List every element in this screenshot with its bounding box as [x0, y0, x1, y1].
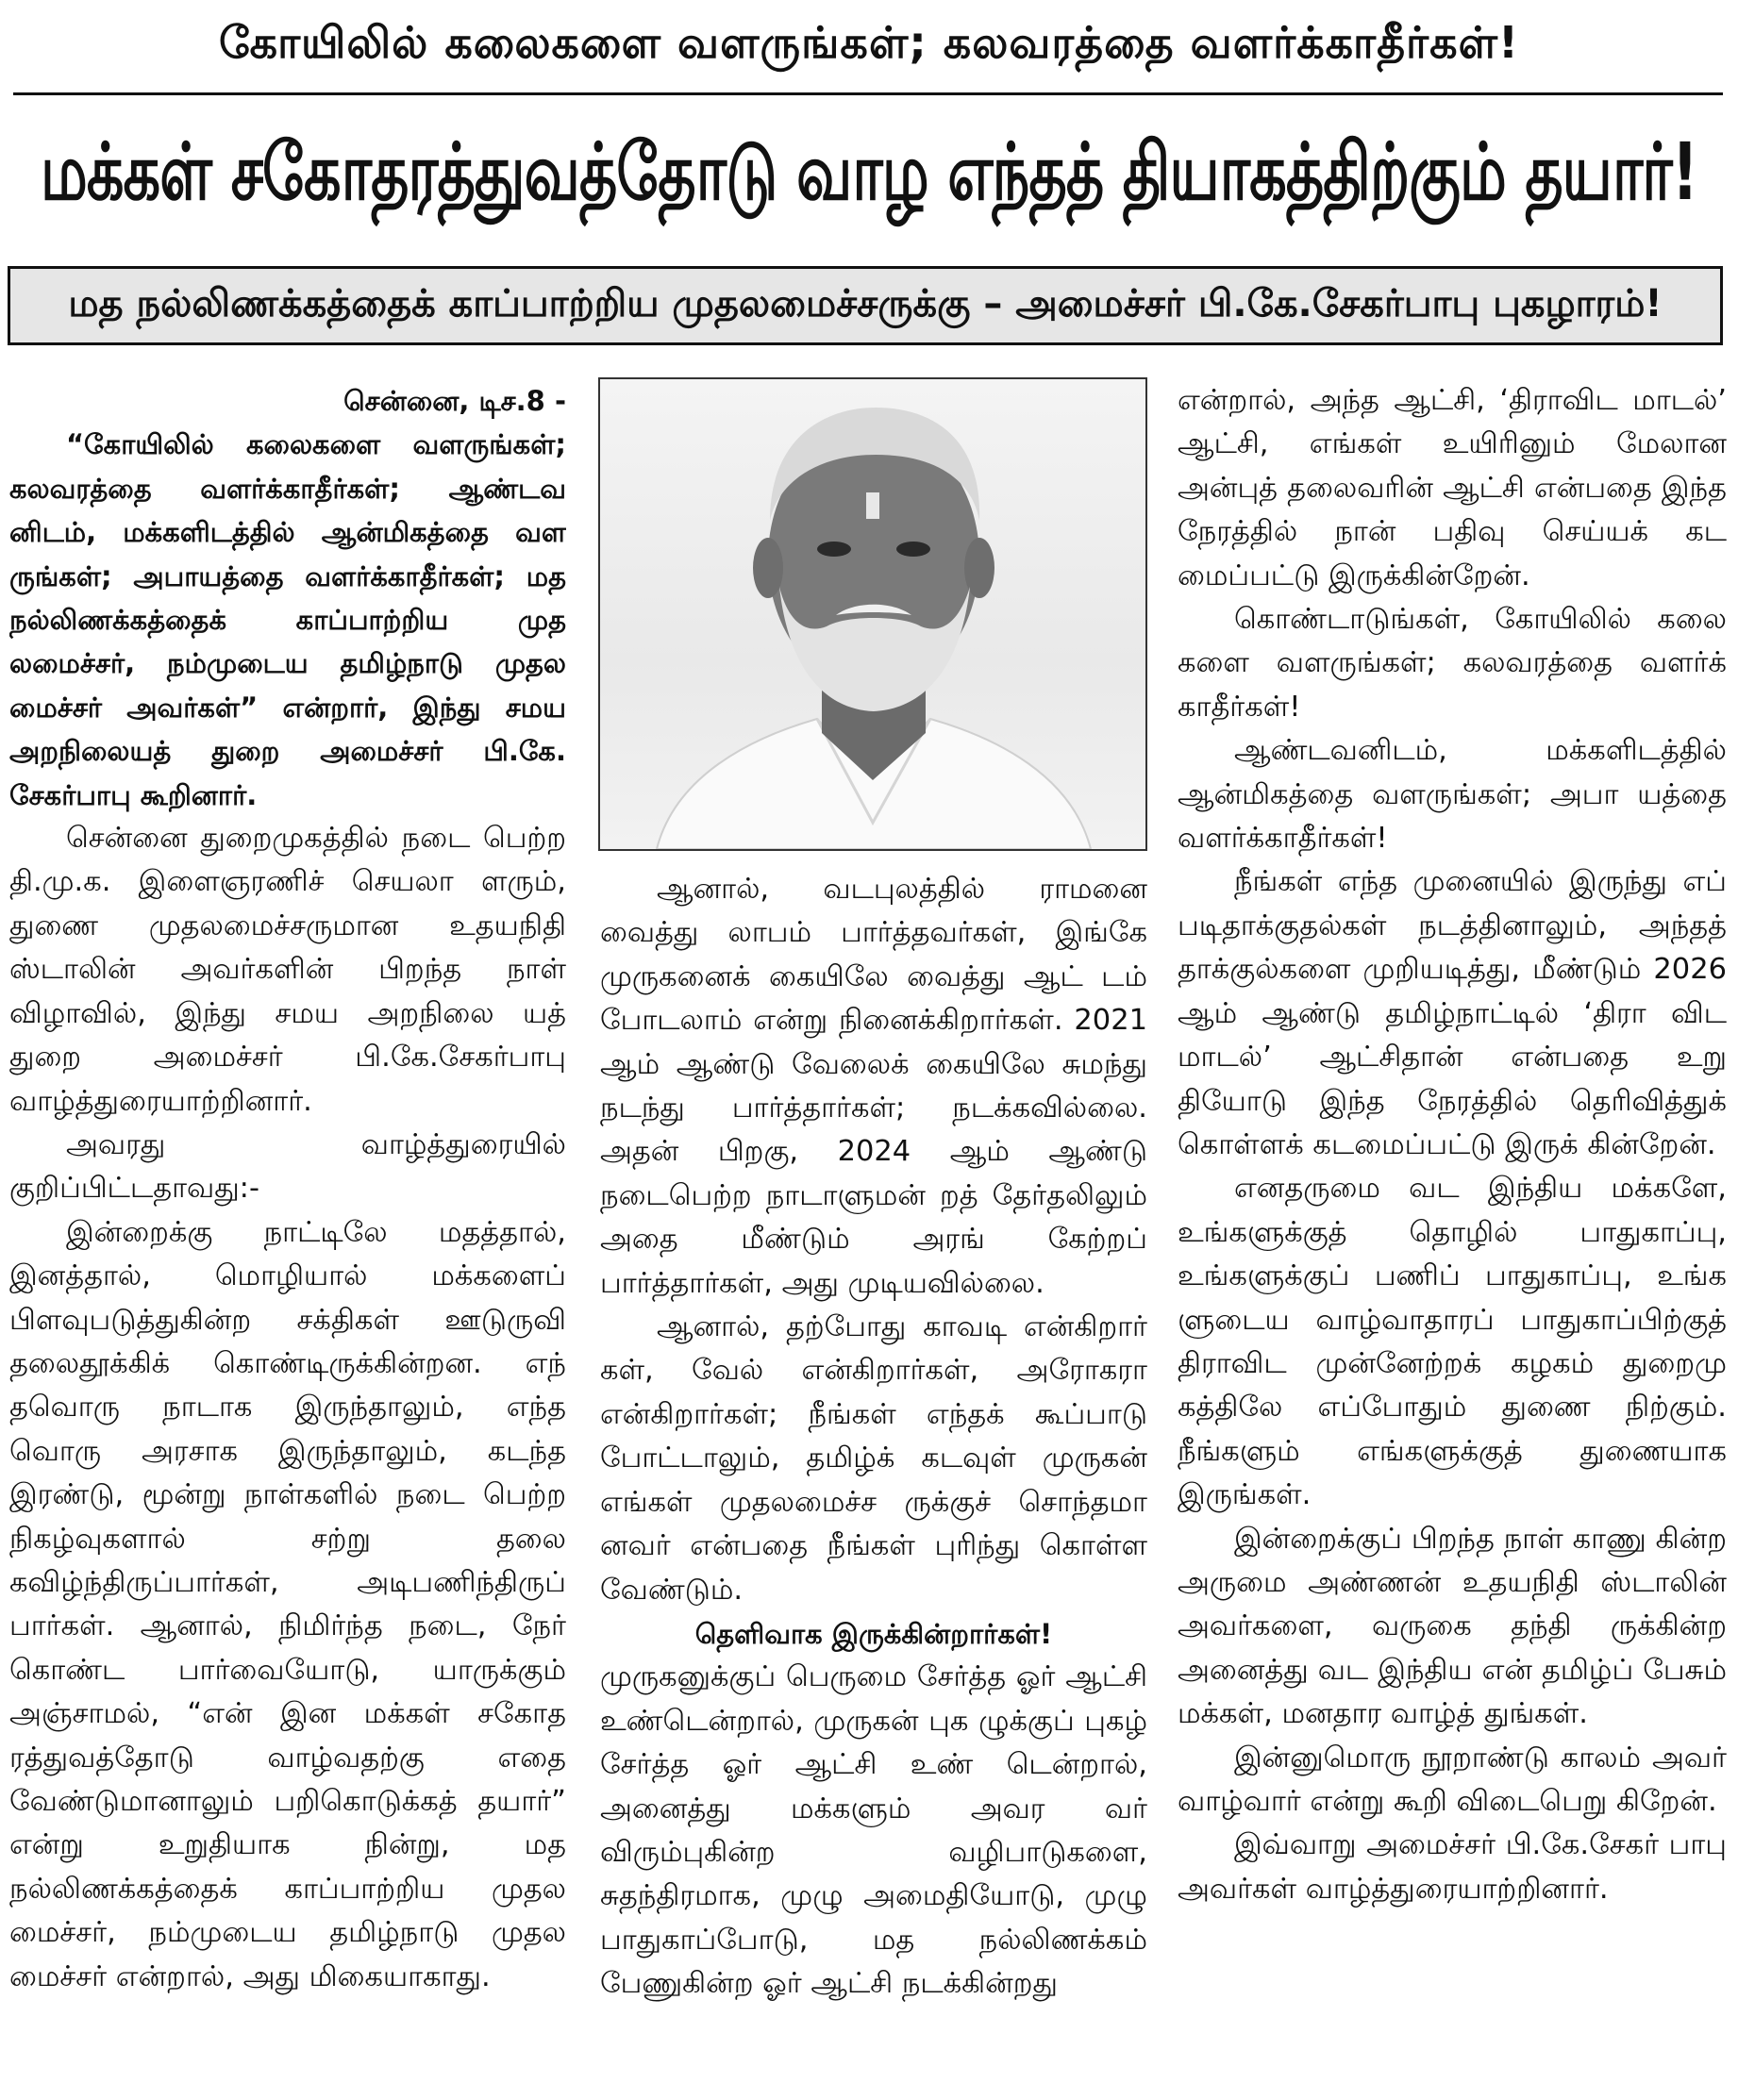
- paragraph: சென்னை துறைமுகத்தில் நடை பெற்ற தி.மு.க. இளைஞரணிச் செயலா ளரும், துணை முதலமைச்சருமான உதயநிதி ஸ்டாலின் அவர்களின் பிறந்த நாள் விழாவில், இந்து சமய அறநிலை யத் துறை அமைச்சர் பி.கே.சேகர்பாபு வாழ்த்துரையாற்றினார்.: [9, 822, 566, 1118]
- paragraph: ஆண்டவனிடம், மக்களிடத்தில் ஆன்மிகத்தை வளருங்கள்; அபா யத்தை வளர்க்காதீர்கள்!: [1178, 734, 1727, 856]
- paragraph: எனதருமை வட இந்திய மக்களே, உங்களுக்குத் தொழில் பாதுகாப்பு, உங்களுக்குப் பணிப் பாதுகாப்பு, உங்க ளுடைய வாழ்வாதாரப் பாதுகாப்பிற்குத் திராவிட முன்னேற்றக் கழகம் துறைமு கத்திலே எப்போதும் துணை நிற்கும். நீங்களும் எங்களுக்குத் துணையாக இருங்கள்.: [1178, 1172, 1727, 1512]
- section-subtitle: தெளிவாக இருக்கின்றார்கள்!: [694, 1617, 1053, 1650]
- paragraph: முருகனுக்குப் பெருமை சேர்த்த ஓர் ஆட்சி உண்டென்றால், முருகன் புக ழுக்குப் புகழ் சேர்த்த ஓர் ஆட்சி உண் டென்றால், அனைத்து மக்களும் அவர வர் விரும்புகின்ற வழிபாடுகளை, சுதந்திரமாக, முழு அமைதியோடு, முழு பாதுகாப்போடு, மத நல்லிணக்கம் பேணுகின்ற ஓர் ஆட்சி நடக்கின்றது: [600, 1660, 1147, 2001]
- paragraph: இன்றைக்கு நாட்டிலே மதத்தால், இனத்தால், மொழியால் மக்களைப் பிளவுபடுத்துகின்ற சக்திகள் ஊடுருவி தலைதூக்கிக் கொண்டிருக்கின்றன. எந் தவொரு நாடாக இருந்தாலும், எந்த வொரு அரசாக இருந்தாலும், கடந்த இரண்டு, மூன்று நாள்களில் நடை பெற்ற நிகழ்வுகளால் சற்று தலை கவிழ்ந்திருப்பார்கள், அடிபணிந்திருப் பார்கள். ஆனால், நிமிர்ந்த நடை, நேர் கொண்ட பார்வையோடு, யாருக்கும் அஞ்சாமல், “என் இன மக்கள் சகோத ரத்துவத்தோடு வாழ்வதற்கு எதை வேண்டுமானாலும் பறிகொடுக்கத் தயார்” என்று உறுதியாக நின்று, மத நல்லிணக்கத்தைக் காப்பாற்றிய முதல மைச்சர், நம்முடைய தமிழ்நாடு முதல மைச்சர் என்றால், அது மிகையாகாது.: [9, 1215, 566, 1993]
- paragraph: கொண்டாடுங்கள், கோயிலில் கலை களை வளருங்கள்; கலவரத்தை வளர்க் காதீர்கள்!: [1178, 603, 1727, 724]
- column-3: [1178, 379, 1727, 2100]
- paragraph: இன்னுமொரு நூறாண்டு காலம் அவர் வாழ்வார் என்று கூறி விடைபெறு கிறேன்.: [1178, 1741, 1727, 1818]
- lead-paragraph: “கோயிலில் கலைகளை வளருங்கள்; கலவரத்தை வளர்க்காதீர்கள்; ஆண்டவ னிடம், மக்களிடத்தில் ஆன்மிகத்தை வள ருங்கள்; அபாயத்தை வளர்க்காதீர்கள்; மத நல்லிணக்கத்தைக் காப்பாற்றிய முத லமைச்சர், நம்முடைய தமிழ்நாடு முதல மைச்சர் அவர்கள்” என்றார், இந்து சமய அறநிலையத் துறை அமைச்சர் பி.கே. சேகர்பாபு கூறினார்.: [9, 428, 566, 811]
- main-headline: மக்கள் சகோதரத்துவத்தோடு வாழ எந்தத் தியாகத்திற்கும் தயார்!: [40, 125, 1698, 219]
- column-2: [600, 868, 1147, 2100]
- paragraph: ஆனால், தற்போது காவடி என்கிறார் கள், வேல் என்கிறார்கள், அரோகரா என்கிறார்கள்; நீங்கள் எந்தக் கூப்பாடு போட்டாலும், தமிழ்க் கடவுள் முருகன் எங்கள் முதலமைச்ச ருக்குச் சொந்தமா னவர் என்பதை நீங்கள் புரிந்து கொள்ள வேண்டும்.: [600, 1310, 1147, 1607]
- dateline: சென்னை, டிச.8 -: [343, 385, 566, 417]
- paragraph: இவ்வாறு அமைச்சர் பி.கே.சேகர் பாபு அவர்கள் வாழ்த்துரையாற்றினார்.: [1178, 1828, 1727, 1906]
- paragraph: இன்றைக்குப் பிறந்த நாள் காணு கின்ற அருமை அண்ணன் உதயநிதி ஸ்டாலின் அவர்களை, வருகை தந்தி ருக்கின்ற அனைத்து வட இந்திய என் தமிழ்ப் பேசும் மக்கள், மனதார வாழ்த் துங்கள்.: [1178, 1522, 1727, 1731]
- paragraph: என்றால், அந்த ஆட்சி, ‘திராவிட மாடல்’ ஆட்சி, எங்கள் உயிரினும் மேலான அன்புத் தலைவரின் ஆட்சி என்பதை இந்த நேரத்தில் நான் பதிவு செய்யக் கட மைப்பட்டு இருக்கின்றேன்.: [1178, 384, 1727, 592]
- paragraph: அவரது வாழ்த்துரையில் குறிப்பிட்டதாவது:-: [9, 1127, 566, 1206]
- paragraph: ஆனால், வடபுலத்தில் ராமனை வைத்து லாபம் பார்த்தவர்கள், இங்கே முருகனைக் கையிலே வைத்து ஆட் டம் போடலாம் என்று நினைக்கிறார்கள். 2021 ஆம் ஆண்டு வேலைக் கையிலே சுமந்து நடந்து பார்த்தார்கள்; நடக்கவில்லை. அதன் பிறகு, 2024 ஆம் ஆண்டு நடைபெற்ற நாடாளுமன் றத் தேர்தலிலும் அதை மீண்டும் அரங் கேற்றப் பார்த்தார்கள், அது முடியவில்லை.: [600, 873, 1147, 1300]
- column-1: [9, 379, 566, 2100]
- minister-portrait: [598, 377, 1147, 851]
- sub-headline: மத நல்லிணக்கத்தைக் காப்பாற்றிய முதலமைச்சருக்கு – அமைச்சர் பி.கே.சேகர்பாபு புகழாரம்!: [8, 266, 1723, 345]
- paragraph: நீங்கள் எந்த முனையில் இருந்து எப் படிதாக்குதல்கள் நடத்தினாலும், அந்தத் தாக்குல்களை முறியடித்து, மீண்டும் 2026 ஆம் ஆண்டு தமிழ்நாட்டில் ‘திரா விட மாடல்’ ஆட்சிதான் என்பதை உறு தியோடு இந்த நேரத்தில் தெரிவித்துக் கொள்ளக் கடமைப்பட்டு இருக் கின்றேன்.: [1178, 865, 1727, 1161]
- kicker-headline: கோயிலில் கலைகளை வளருங்கள்; கலவரத்தை வளர்க்காதீர்கள்!: [218, 16, 1519, 68]
